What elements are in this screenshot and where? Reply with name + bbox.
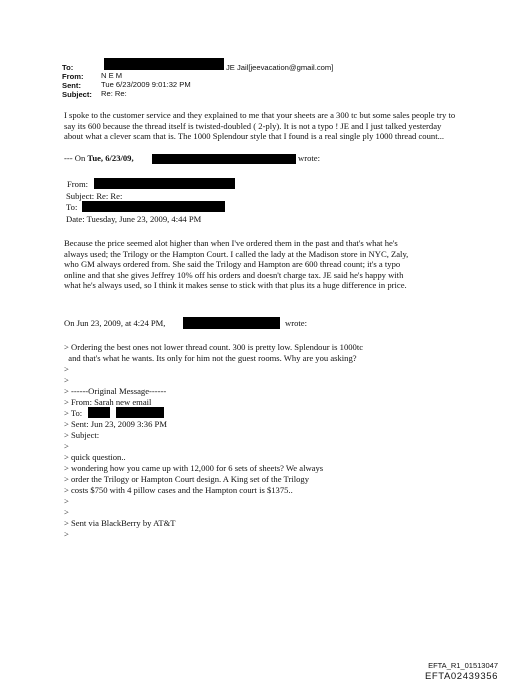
quoted-line: and that's what he wants. Its only for him not the guest rooms. Why are you asking? [64,353,357,363]
quoted-line: > [64,496,69,506]
quoted-date: Date: Tuesday, June 23, 2009, 4:44 PM [66,214,202,224]
quoted-to: To: [66,202,78,212]
quoted-line: > [64,529,69,539]
redaction-bar [116,407,164,418]
quoted-line: > wondering how you came up with 12,000 for 6 sets of sheets? We always [64,463,324,473]
quoted-line: > [64,375,69,385]
quoted-line: > From: Sarah new email [64,397,152,407]
quoted-line: > Ordering the best ones not lower thread count. 300 is pretty low. Splendour is 1000tc [64,342,364,352]
footer-ref-small: EFTA_R1_01513047 [428,661,498,670]
quoted-subject: Subject: Re: Re: [66,191,123,201]
wrote-label-1: wrote: [298,153,320,163]
quoted-line: > Sent: Jun 23, 2009 3:36 PM [64,419,167,429]
quoted-line: > [64,364,69,374]
from-value: N E M [101,71,123,80]
quoted-line: > [64,507,69,517]
to-value: JE Jail[jeevacation@gmail.com] [226,63,334,72]
on-tue-date: Tue, 6/23/09, [87,153,134,163]
quoted-line: > Sent via BlackBerry by AT&T [64,518,176,528]
on-tue-line [64,153,134,164]
to-label: To: [62,63,74,72]
quoted-line: > order the Trilogy or Hampton Court design. A King set of the Trilogy [64,474,309,484]
body-paragraph-2: Because the price seemed alot higher than when I've ordered them in the past and that's what he's always used; the Trilogy or the Hampton Court. I called the lady at the Madison store in NYC, Zaly, who GM always ordered from. She said the Trilogy and Hampton are 600 thread count; it's a typo online and that she gives Jeffrey 10% off his orders and doesn't charge tax. JE said he's happy with what he's always used, so I think it makes sense to stick with that plus its a huge difference in price. [64,238,409,291]
sent-value: Tue 6/23/2009 9:01:32 PM [101,80,191,89]
quoted-line: > Subject: [64,430,100,440]
quoted-from: From: [67,179,89,189]
on-jun23-line: On Jun 23, 2009, at 4:24 PM, [64,318,166,328]
redaction-bar [88,407,110,418]
subject-value: Re: Re: [101,89,127,98]
on-tue-prefix: --- On [64,153,88,163]
redaction-bar [82,201,225,212]
quoted-line: > To: [64,408,83,418]
subject-label: Subject: [62,90,92,99]
redaction-bar [94,178,235,189]
quoted-line: > costs $750 with 4 pillow cases and the Hampton court is $1375.. [64,485,293,495]
sent-label: Sent: [62,81,81,90]
quoted-line: > [64,441,69,451]
quoted-line: > ------Original Message------ [64,386,167,396]
redaction-bar [104,58,224,70]
redaction-bar [152,154,296,164]
wrote-label-2: wrote: [285,318,307,328]
from-label: From: [62,72,84,81]
redaction-bar [183,317,280,329]
quoted-line: > quick question.. [64,452,126,462]
footer-ref-large: EFTA02439356 [424,671,498,682]
body-paragraph-1: I spoke to the customer service and they explained to me that your sheets are a 300 tc but some sales people try to say its 600 because the thread itself is twisted-doubled ( 2-ply). It is not a typo ! JE and I just talked yesterday about what a clever scam that is. The 1000 Splendour style that I found is a real single ply 1000 thread count... [64,110,456,142]
